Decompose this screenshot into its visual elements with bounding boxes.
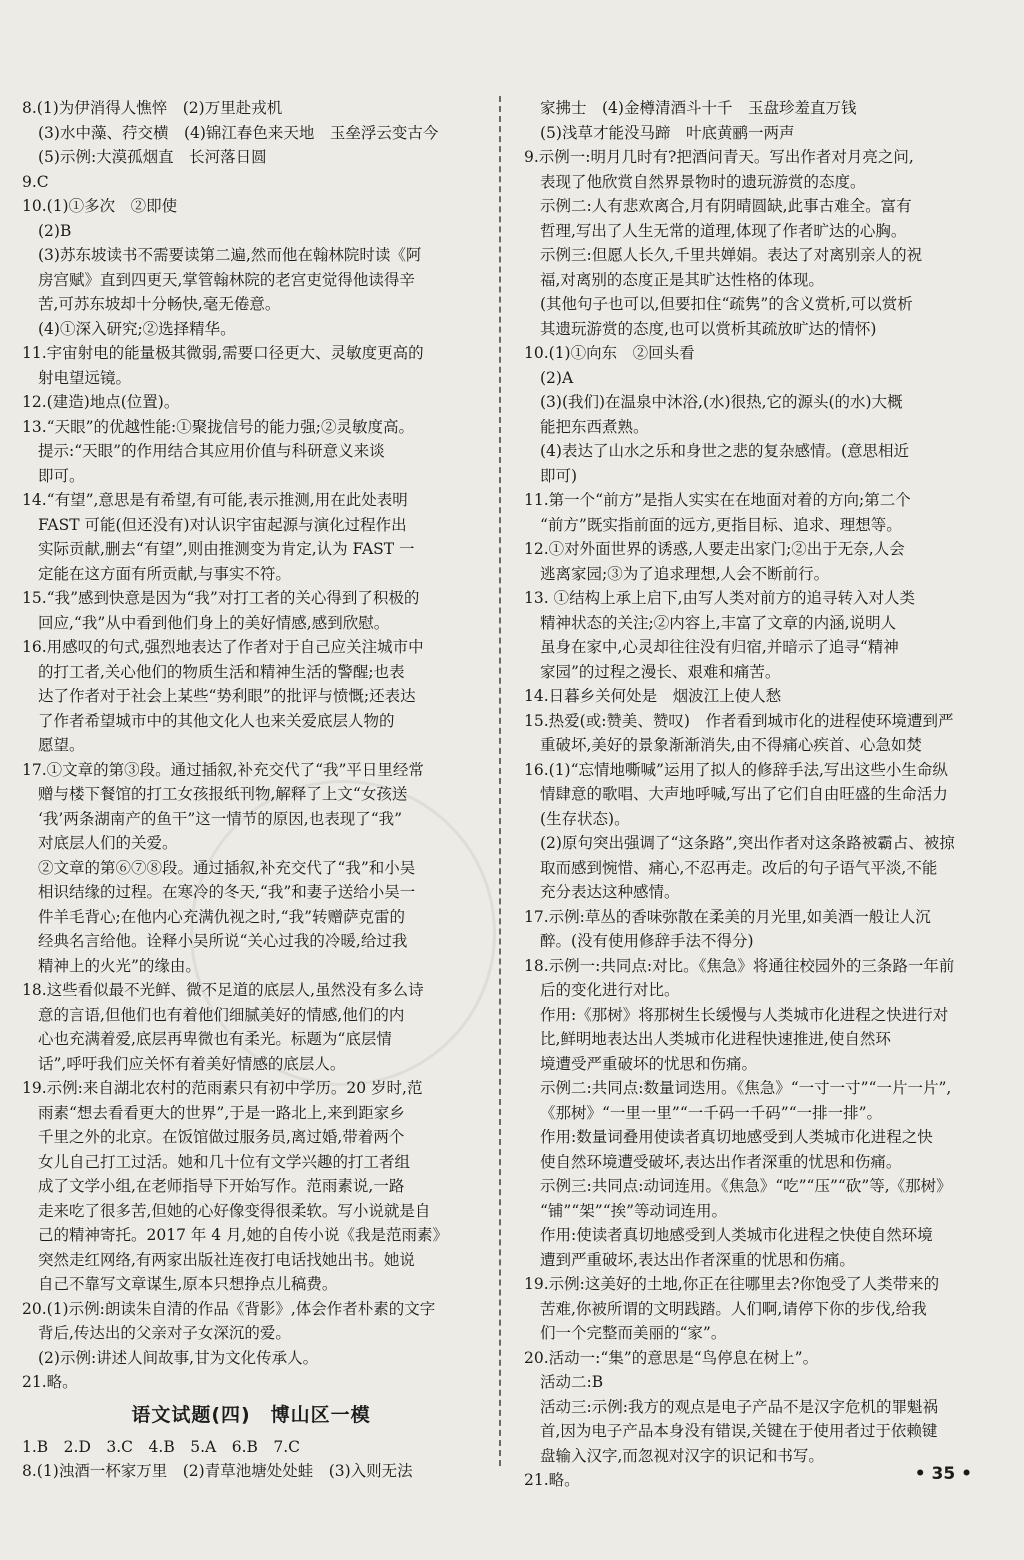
text-line: 12.(建造)地点(位置)。 bbox=[22, 393, 180, 411]
text-line: (2)示例:讲述人间故事,甘为文化传承人。 bbox=[38, 1348, 319, 1367]
text-line: 达了作者对于社会上某些“势利眼”的批评与愤慨;还表达 bbox=[38, 687, 416, 705]
text-line: 取而感到惋惜、痛心,不忍再走。改后的句子语气平淡,不能 bbox=[540, 858, 938, 877]
text-line: 18.这些看似最不光鲜、微不足道的底层人,虽然没有多么诗 bbox=[22, 981, 424, 999]
text-line: ②文章的第⑥⑦⑧段。通过插叙,补充交代了“我”和小吴 bbox=[38, 858, 416, 877]
text-line: 苦难,你被所谓的文明践踏。人们啊,请停下你的步伐,给我 bbox=[540, 1299, 927, 1318]
text-line: 其遗玩游赏的态度,也可以赏析其疏放旷达的情怀) bbox=[540, 319, 877, 338]
text-line: 《那树》“一里一里”“一千码一千码”“一排一排”。 bbox=[540, 1103, 883, 1122]
text-line: 示例三:共同点:动词连用。《焦急》“吃”“压”“砍”等,《那树》 bbox=[540, 1177, 952, 1195]
text-line: 11.第一个“前方”是指人实实在在地面对着的方向;第二个 bbox=[524, 491, 911, 509]
text-line: 逃离家园;③为了追求理想,人会不断前行。 bbox=[540, 564, 830, 583]
text-line: 首,因为电子产品本身没有错误,关键在于使用者过于依赖键 bbox=[540, 1422, 938, 1440]
text-line: 件羊毛背心;在他内心充满仇视之时,“我”转赠萨克雷的 bbox=[38, 907, 405, 926]
page-number: • 35 • bbox=[914, 1464, 972, 1484]
text-line: 赠与楼下餐馆的打工女孩报纸刊物,解释了上文“女孩送 bbox=[38, 785, 408, 803]
text-line: 愿望。 bbox=[38, 736, 85, 754]
text-line: 实际贡献,删去“有望”,则由推测变为肯定,认为 FAST 一 bbox=[38, 540, 415, 558]
text-line: (生存状态)。 bbox=[540, 809, 630, 828]
text-line: 10.(1)①向东 ②回头看 bbox=[524, 344, 695, 362]
text-line: 14.“有望”,意思是有希望,有可能,表示推测,用在此处表明 bbox=[22, 491, 408, 509]
text-line: (3)(我们)在温泉中沐浴,(水)很热,它的源头(的水)大概 bbox=[540, 393, 903, 411]
text-line: 情肆意的歌唱、大声地呼喊,写出了它们自由旺盛的生命活力 bbox=[540, 785, 948, 803]
text-line: 突然走红网络,有两家出版社连夜打电话找她出书。她说 bbox=[38, 1250, 415, 1269]
text-line: 作用:使读者真切地感受到人类城市化进程之快使自然环境 bbox=[540, 1226, 933, 1244]
text-line: 12.①对外面世界的诱惑,人要走出家门;②出于无奈,人会 bbox=[524, 540, 905, 558]
text-line: 心也充满着爱,底层再卑微也有柔光。标题为“底层情 bbox=[38, 1030, 392, 1048]
text-line: 己的精神寄托。2017 年 4 月,她的自传小说《我是范雨素》 bbox=[38, 1226, 449, 1244]
text-line: 21.略。 bbox=[524, 1471, 580, 1489]
section-heading: 语文试题(四) 博山区一模 bbox=[131, 1403, 371, 1426]
text-line: 19.示例:来自湖北农村的范雨素只有初中学历。20 岁时,范 bbox=[22, 1079, 423, 1097]
text-line: 9.示例一:明月几时有?把酒问青天。写出作者对月亮之问, bbox=[524, 148, 914, 166]
text-line: (5)浅草才能没马蹄 叶底黄鹂一两声 bbox=[540, 123, 795, 142]
column-divider bbox=[499, 96, 501, 1466]
text-line: 使自然环境遭受破坏,表达出作者深重的忧思和伤痛。 bbox=[540, 1152, 902, 1171]
text-line: 遭到严重破坏,表达出作者深重的忧思和伤痛。 bbox=[540, 1250, 855, 1269]
text-line: 1.B 2.D 3.C 4.B 5.A 6.B 7.C bbox=[22, 1437, 301, 1456]
text-line: 示例三:但愿人长久,千里共婵娟。表达了对离别亲人的祝 bbox=[540, 246, 923, 264]
text-line: 19.示例:这美好的土地,你正在往哪里去?你饱受了人类带来的 bbox=[524, 1275, 940, 1293]
text-line: 千里之外的北京。在饭馆做过服务员,离过婚,带着两个 bbox=[38, 1128, 405, 1146]
text-line: 14.日暮乡关何处是 烟波江上使人愁 bbox=[524, 687, 782, 705]
text-line: 定能在这方面有所贡献,与事实不符。 bbox=[38, 564, 291, 583]
text-line: 醉。(没有使用修辞手法不得分) bbox=[540, 932, 754, 950]
text-line: 虽身在家中,心灵却往往没有归宿,并暗示了追寻“精神 bbox=[540, 638, 899, 656]
text-line: 哲理,写出了人生无常的道理,体现了作者旷达的心胸。 bbox=[540, 221, 907, 240]
text-line: 经典名言给他。诠释小吴所说“关心过我的冷暖,给过我 bbox=[38, 932, 408, 950]
text-line: (2)B bbox=[38, 221, 72, 240]
text-line: (2)原句突出强调了“这条路”,突出作者对这条路被霸占、被掠 bbox=[540, 834, 955, 852]
text-line: (其他句子也可以,但要扣住“疏隽”的含义赏析,可以赏析 bbox=[540, 295, 913, 313]
text-line: 自己不靠写文章谋生,原本只想挣点儿稿费。 bbox=[38, 1275, 338, 1293]
text-line: 即可。 bbox=[38, 466, 85, 485]
text-line: 对底层人们的关爱。 bbox=[38, 834, 178, 852]
text-line: 作用:数量词叠用使读者真切地感受到人类城市化进程之快 bbox=[540, 1128, 933, 1146]
text-line: 话”,呼吁我们应关怀有着美好情感的底层人。 bbox=[38, 1054, 346, 1073]
text-line: 作用:《那树》将那树生长缓慢与人类城市化进程之快进行对 bbox=[540, 1005, 949, 1024]
text-line: 家园”的过程之漫长、艰难和痛苦。 bbox=[540, 662, 781, 681]
text-line: 8.(1)浊酒一杯家万里 (2)青草池塘处处蛙 (3)入则无法 bbox=[22, 1462, 413, 1480]
text-line: 雨素“想去看看更大的世界”,于是一路北上,来到距家乡 bbox=[38, 1103, 405, 1122]
text-line: 示例二:共同点:数量词迭用。《焦急》“一寸一寸”“一片一片”, bbox=[540, 1079, 952, 1097]
text-line: 13. ①结构上承上启下,由写人类对前方的追寻转入对人类 bbox=[524, 589, 916, 607]
text-line: 盘输入汉字,而忽视对汉字的识记和书写。 bbox=[540, 1446, 824, 1465]
text-line: 表现了他欣赏自然界景物时的遗玩游赏的态度。 bbox=[540, 172, 866, 191]
text-line: 17.示例:草丛的香味弥散在柔美的月光里,如美酒一般让人沉 bbox=[524, 907, 931, 926]
text-line: 的打工者,关心他们的物质生活和精神生活的警醒;也表 bbox=[38, 662, 405, 681]
text-line: 9.C bbox=[22, 172, 49, 191]
text-line: 回应,“我”从中看到他们身上的美好情感,感到欣慰。 bbox=[38, 613, 390, 632]
text-line: 21.略。 bbox=[22, 1373, 78, 1391]
text-line: 女儿自己打工过活。她和几十位有文学兴趣的打工者组 bbox=[38, 1152, 411, 1171]
text-line: 能把东西煮熟。 bbox=[540, 417, 649, 436]
text-line: 8.(1)为伊消得人憔悴 (2)万里赴戎机 bbox=[22, 99, 283, 117]
text-line: 意的言语,但他们也有着他们细腻美好的情感,他们的内 bbox=[38, 1005, 405, 1024]
text-line: “铺”“架”“挨”等动词连用。 bbox=[540, 1201, 728, 1220]
text-line: 18.示例一:共同点:对比。《焦急》将通往校园外的三条路一年前 bbox=[524, 956, 955, 975]
right-column bbox=[524, 96, 984, 1493]
text-line: 精神状态的关注;②内容上,丰富了文章的内涵,说明人 bbox=[540, 613, 897, 632]
text-line: 16.(1)“忘情地嘶喊”运用了拟人的修辞手法,写出这些小生命纵 bbox=[524, 760, 948, 779]
text-line: 苦,可苏东坡却十分畅快,毫无倦意。 bbox=[38, 295, 281, 313]
text-line: 房宫赋》直到四更天,掌管翰林院的老宫吏觉得他读得辛 bbox=[38, 270, 415, 289]
text-line: 福,对离别的态度正是其旷达性格的体现。 bbox=[540, 270, 824, 289]
text-line: 走来吃了很多苦,但她的心好像变得很柔软。写小说就是自 bbox=[38, 1201, 431, 1220]
text-line: 们一个完整而美丽的“家”。 bbox=[540, 1324, 727, 1342]
text-line: 境遭受严重破坏的忧思和伤痛。 bbox=[540, 1054, 758, 1073]
text-line: “前方”既实指前面的远方,更指目标、追求、理想等。 bbox=[540, 515, 902, 534]
text-line: 示例二:人有悲欢离合,月有阴晴圆缺,此事古难全。富有 bbox=[540, 197, 912, 215]
text-line: 20.(1)示例:朗读朱自清的作品《背影》,体会作者朴素的文字 bbox=[22, 1299, 436, 1318]
text-line: 家拂士 (4)金樽清酒斗十千 玉盘珍羞直万钱 bbox=[540, 99, 857, 117]
text-line: 13.“天眼”的优越性能:①聚拢信号的能力强;②灵敏度高。 bbox=[22, 417, 414, 436]
text-line: 10.(1)①多次 ②即使 bbox=[22, 197, 178, 215]
text-line: 背后,传达出的父亲对子女深沉的爱。 bbox=[38, 1324, 291, 1342]
text-line: 活动二:B bbox=[540, 1373, 604, 1391]
text-line: 活动三:示例:我方的观点是电子产品不是汉字危机的罪魁祸 bbox=[540, 1397, 938, 1416]
text-line: ‘我’两条湖南产的鱼干”这一情节的原因,也表现了“我” bbox=[38, 809, 403, 828]
text-line: (4)①深入研究;②选择精华。 bbox=[38, 319, 236, 338]
text-line: 即可) bbox=[540, 466, 578, 485]
text-line: (3)苏东坡读书不需要读第二遍,然而他在翰林院时读《阿 bbox=[38, 246, 422, 264]
text-line: 11.宇宙射电的能量极其微弱,需要口径更大、灵敏度更高的 bbox=[22, 344, 424, 362]
text-line: 16.用感叹的句式,强烈地表达了作者对于自己应关注城市中 bbox=[22, 638, 424, 656]
text-line: 射电望远镜。 bbox=[38, 368, 132, 387]
text-line: (4)表达了山水之乐和身世之悲的复杂感情。(意思相近 bbox=[540, 442, 910, 460]
text-line: 比,鲜明地表达出人类城市化进程快速推进,使自然环 bbox=[540, 1030, 891, 1048]
text-line: 15.热爱(或:赞美、赞叹) 作者看到城市化的进程使环境遭到严 bbox=[524, 711, 954, 730]
text-line: 了作者希望城市中的其他文化人也来关爱底层人物的 bbox=[38, 711, 395, 730]
text-line: 成了文学小组,在老师指导下开始写作。范雨素说,一路 bbox=[38, 1177, 405, 1195]
text-line: 精神上的火光”的缘由。 bbox=[38, 956, 201, 975]
text-line: 充分表达这种感情。 bbox=[540, 883, 680, 901]
text-line: (5)示例:大漠孤烟直 长河落日圆 bbox=[38, 148, 267, 166]
text-line: (3)水中藻、荇交横 (4)锦江春色来天地 玉垒浮云变古今 bbox=[38, 123, 439, 142]
text-line: 17.①文章的第③段。通过插叙,补充交代了“我”平日里经常 bbox=[22, 760, 424, 779]
text-line: 15.“我”感到快意是因为“我”对打工者的关心得到了积极的 bbox=[22, 589, 420, 607]
text-line: (2)A bbox=[540, 368, 574, 387]
text-line: FAST 可能(但还没有)对认识宇宙起源与演化过程作出 bbox=[38, 515, 407, 534]
text-line: 后的变化进行对比。 bbox=[540, 981, 680, 999]
text-line: 提示:“天眼”的作用结合其应用价值与科研意义来谈 bbox=[38, 442, 385, 460]
text-line: 相识结缘的过程。在寒冷的冬天,“我”和妻子送给小吴一 bbox=[38, 883, 416, 901]
text-line: 重破坏,美好的景象渐渐消失,由不得痛心疾首、心急如焚 bbox=[540, 736, 922, 754]
left-column bbox=[22, 96, 480, 1484]
text-line: 20.活动一:“集”的意思是“鸟停息在树上”。 bbox=[524, 1348, 819, 1367]
